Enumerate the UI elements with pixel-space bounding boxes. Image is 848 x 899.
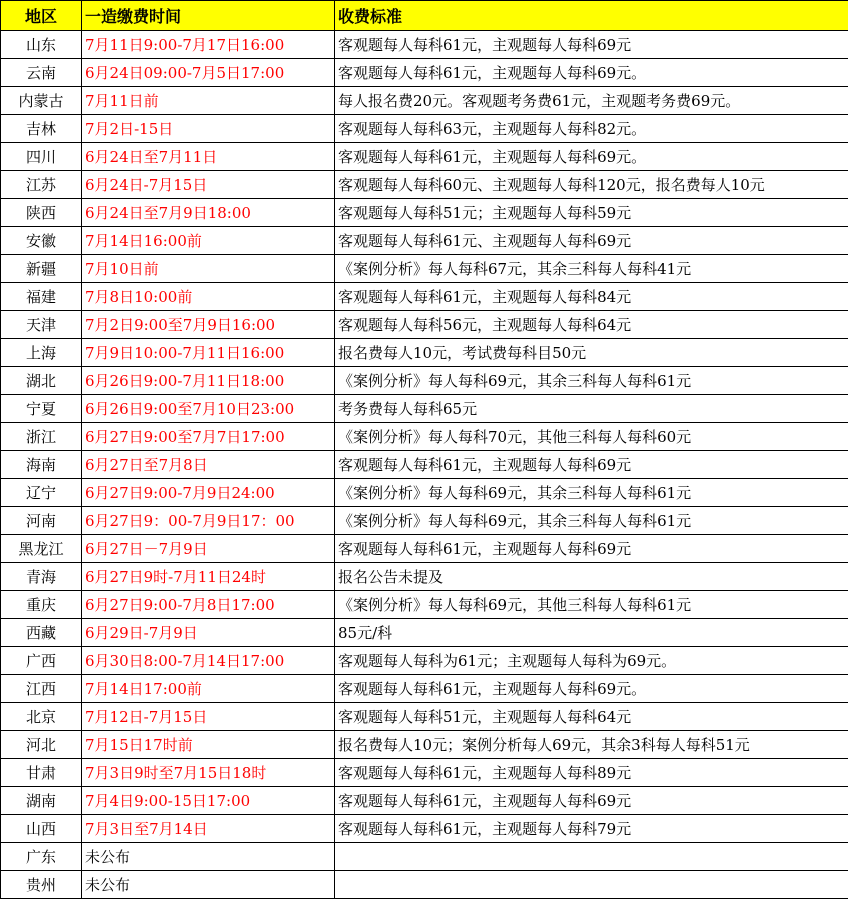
- time-cell: 7月11日9:00-7月17日16:00: [82, 31, 335, 59]
- fee-cell: 客观题每人每科61元，主观题每人每科69元: [335, 535, 848, 563]
- table-row: [1, 59, 848, 87]
- time-cell: 7月11日前: [82, 87, 335, 115]
- fee-cell: 客观题每人每科61元，主观题每人每科69元: [335, 31, 848, 59]
- fee-cell: 客观题每人每科61元，主观题每人每科69元: [335, 451, 848, 479]
- region-cell: 四川: [1, 143, 82, 171]
- table-row: [1, 31, 848, 59]
- header-fee: 收费标准: [335, 1, 848, 31]
- time-cell: 7月2日9:00至7月9日16:00: [82, 311, 335, 339]
- time-cell: 6月24日-7月15日: [82, 171, 335, 199]
- region-cell: 黑龙江: [1, 535, 82, 563]
- time-cell: 6月27日9:00-7月8日17:00: [82, 591, 335, 619]
- fee-cell: 《案例分析》每人每科67元，其余三科每人每科41元: [335, 255, 848, 283]
- region-cell: 广西: [1, 647, 82, 675]
- table-row: [1, 647, 848, 675]
- header-time: 一造缴费时间: [82, 1, 335, 31]
- region-cell: 吉林: [1, 115, 82, 143]
- region-cell: 宁夏: [1, 395, 82, 423]
- table-row: [1, 563, 848, 591]
- region-cell: 辽宁: [1, 479, 82, 507]
- fee-cell: 客观题每人每科63元，主观题每人每科82元。: [335, 115, 848, 143]
- time-cell: 7月4日9:00-15日17:00: [82, 787, 335, 815]
- time-cell: 7月3日9时至7月15日18时: [82, 759, 335, 787]
- table-row: [1, 731, 848, 759]
- time-cell: 6月29日-7月9日: [82, 619, 335, 647]
- time-cell: 7月15日17时前: [82, 731, 335, 759]
- table-row: [1, 787, 848, 815]
- table-row: [1, 227, 848, 255]
- fee-cell: 《案例分析》每人每科69元，其他三科每人每科61元: [335, 591, 848, 619]
- region-cell: 湖南: [1, 787, 82, 815]
- table-row: [1, 507, 848, 535]
- time-cell: 6月27日至7月8日: [82, 451, 335, 479]
- fee-cell: [335, 843, 848, 871]
- fee-cell: 《案例分析》每人每科70元，其他三科每人每科60元: [335, 423, 848, 451]
- region-cell: 新疆: [1, 255, 82, 283]
- table-row: [1, 703, 848, 731]
- fee-cell: 客观题每人每科51元，主观题每人每科64元: [335, 703, 848, 731]
- fee-cell: 客观题每人每科61元，主观题每人每科69元。: [335, 143, 848, 171]
- fee-cell: 客观题每人每科61元，主观题每人每科69元。: [335, 59, 848, 87]
- time-cell: 6月30日8:00-7月14日17:00: [82, 647, 335, 675]
- time-cell: 6月24日至7月9日18:00: [82, 199, 335, 227]
- region-cell: 广东: [1, 843, 82, 871]
- region-cell: 重庆: [1, 591, 82, 619]
- region-cell: 贵州: [1, 871, 82, 899]
- region-cell: 天津: [1, 311, 82, 339]
- region-cell: 北京: [1, 703, 82, 731]
- time-cell: 7月14日17:00前: [82, 675, 335, 703]
- region-cell: 浙江: [1, 423, 82, 451]
- time-cell: 6月26日9:00-7月11日18:00: [82, 367, 335, 395]
- fee-cell: 客观题每人每科61元，主观题每人每科69元: [335, 787, 848, 815]
- table-row: [1, 87, 848, 115]
- time-cell: 7月3日至7月14日: [82, 815, 335, 843]
- time-cell: 7月12日-7月15日: [82, 703, 335, 731]
- time-cell: 6月24日09:00-7月5日17:00: [82, 59, 335, 87]
- time-cell: 6月24日至7月11日: [82, 143, 335, 171]
- fee-cell: 《案例分析》每人每科69元，其余三科每人每科61元: [335, 507, 848, 535]
- time-cell: 6月27日9:00至7月7日17:00: [82, 423, 335, 451]
- region-cell: 河北: [1, 731, 82, 759]
- fee-cell: [335, 871, 848, 899]
- region-cell: 山东: [1, 31, 82, 59]
- fee-cell: 每人报名费20元。客观题考务费61元，主观题考务费69元。: [335, 87, 848, 115]
- table-row: [1, 619, 848, 647]
- fee-cell: 《案例分析》每人每科69元，其余三科每人每科61元: [335, 479, 848, 507]
- region-cell: 安徽: [1, 227, 82, 255]
- table-row: [1, 199, 848, 227]
- table-row: [1, 171, 848, 199]
- table-row: [1, 395, 848, 423]
- time-cell: 7月9日10:00-7月11日16:00: [82, 339, 335, 367]
- header-region: 地区: [1, 1, 82, 31]
- region-cell: 海南: [1, 451, 82, 479]
- table-row: [1, 591, 848, 619]
- region-cell: 河南: [1, 507, 82, 535]
- fee-cell: 客观题每人每科60元、主观题每人每科120元，报名费每人10元: [335, 171, 848, 199]
- header-row: [1, 1, 848, 31]
- table-row: [1, 423, 848, 451]
- fee-cell: 报名费每人10元，考试费每科目50元: [335, 339, 848, 367]
- table-row: [1, 451, 848, 479]
- region-cell: 湖北: [1, 367, 82, 395]
- fee-cell: 考务费每人每科65元: [335, 395, 848, 423]
- table-row: [1, 479, 848, 507]
- table-row: [1, 871, 848, 899]
- table-row: [1, 311, 848, 339]
- fee-cell: 客观题每人每科56元，主观题每人每科64元: [335, 311, 848, 339]
- table-row: [1, 815, 848, 843]
- fee-cell: 报名费每人10元；案例分析每人69元，其余3科每人每科51元: [335, 731, 848, 759]
- table-row: [1, 675, 848, 703]
- time-cell: 7月10日前: [82, 255, 335, 283]
- time-cell: 7月8日10:00前: [82, 283, 335, 311]
- table-row: [1, 115, 848, 143]
- table-body: [1, 31, 848, 899]
- time-cell: 6月27日9:00-7月9日24:00: [82, 479, 335, 507]
- table-row: [1, 367, 848, 395]
- table-row: [1, 759, 848, 787]
- region-cell: 青海: [1, 563, 82, 591]
- time-cell: 7月2日-15日: [82, 115, 335, 143]
- fee-cell: 报名公告未提及: [335, 563, 848, 591]
- table-row: [1, 535, 848, 563]
- region-cell: 江苏: [1, 171, 82, 199]
- time-cell: 未公布: [82, 871, 335, 899]
- fee-cell: 客观题每人每科61元，主观题每人每科84元: [335, 283, 848, 311]
- time-cell: 6月27日9：00-7月9日17：00: [82, 507, 335, 535]
- table-row: [1, 339, 848, 367]
- table-row: [1, 283, 848, 311]
- region-cell: 山西: [1, 815, 82, 843]
- table-row: [1, 143, 848, 171]
- region-cell: 云南: [1, 59, 82, 87]
- fee-cell: 客观题每人每科61元，主观题每人每科89元: [335, 759, 848, 787]
- fee-cell: 客观题每人每科61元、主观题每人每科69元: [335, 227, 848, 255]
- fee-cell: 85元/科: [335, 619, 848, 647]
- fee-cell: 客观题每人每科61元，主观题每人每科69元。: [335, 675, 848, 703]
- fee-cell: 《案例分析》每人每科69元，其余三科每人每科61元: [335, 367, 848, 395]
- region-cell: 内蒙古: [1, 87, 82, 115]
- region-cell: 西藏: [1, 619, 82, 647]
- region-cell: 江西: [1, 675, 82, 703]
- fee-cell: 客观题每人每科为61元；主观题每人每科为69元。: [335, 647, 848, 675]
- fee-cell: 客观题每人每科51元；主观题每人每科59元: [335, 199, 848, 227]
- time-cell: 6月26日9:00至7月10日23:00: [82, 395, 335, 423]
- table-row: [1, 843, 848, 871]
- fee-cell: 客观题每人每科61元，主观题每人每科79元: [335, 815, 848, 843]
- region-cell: 甘肃: [1, 759, 82, 787]
- time-cell: 未公布: [82, 843, 335, 871]
- time-cell: 6月27日9时-7月11日24时: [82, 563, 335, 591]
- region-cell: 上海: [1, 339, 82, 367]
- time-cell: 6月27日－7月9日: [82, 535, 335, 563]
- region-cell: 陕西: [1, 199, 82, 227]
- region-cell: 福建: [1, 283, 82, 311]
- time-cell: 7月14日16:00前: [82, 227, 335, 255]
- table-row: [1, 255, 848, 283]
